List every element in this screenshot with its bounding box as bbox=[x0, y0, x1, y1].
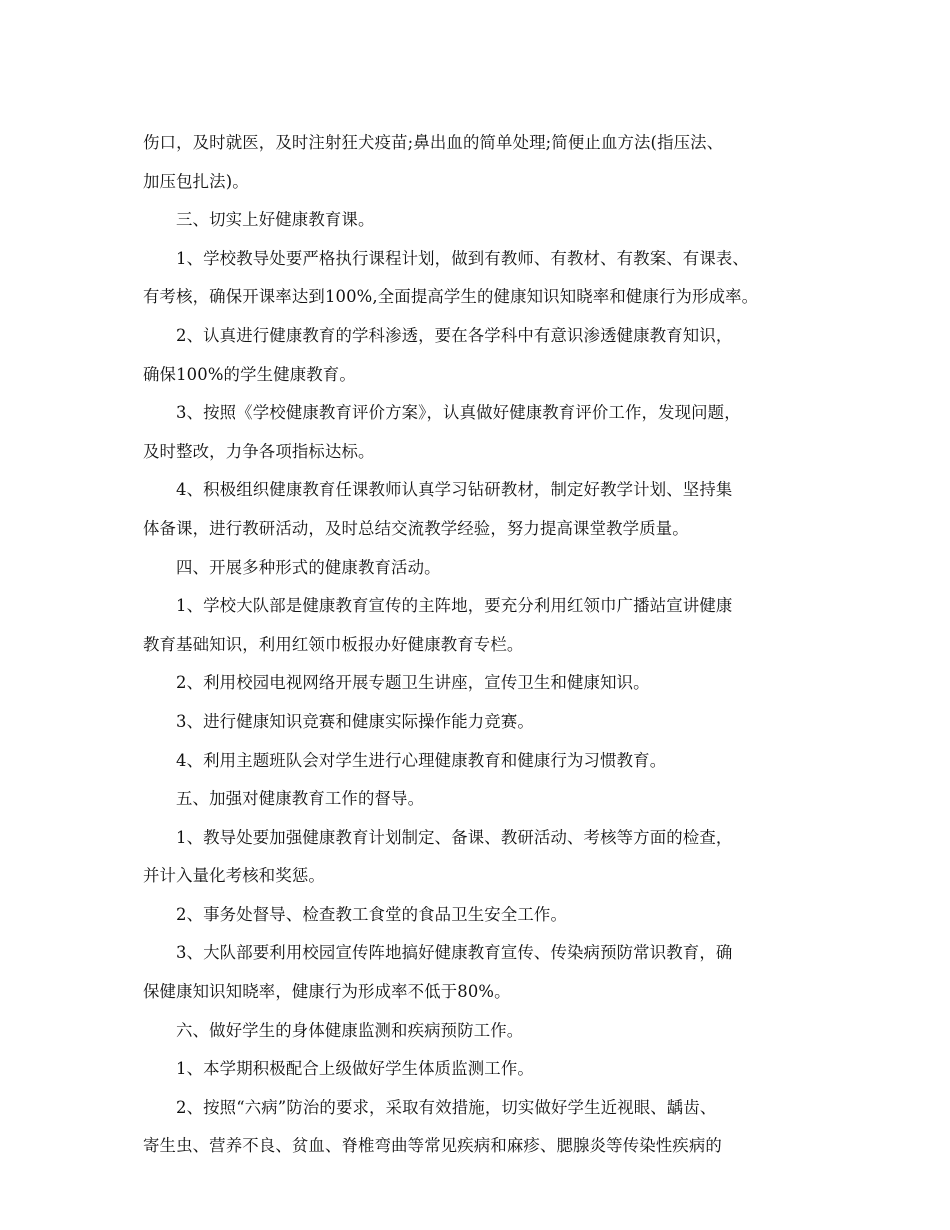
document-line: 六、做好学生的身体健康监测和疾病预防工作。 bbox=[176, 1020, 524, 1040]
document-line: 体备课，进行教研活动，及时总结交流教学经验，努力提高课堂教学质量。 bbox=[143, 518, 689, 538]
document-line: 1、本学期积极配合上级做好学生体质监测工作。 bbox=[176, 1059, 534, 1079]
document-line: 2、认真进行健康教育的学科渗透，要在各学科中有意识渗透健康教育知识， bbox=[176, 325, 733, 345]
document-line: 1、学校大队部是健康教育宣传的主阵地，要充分利用红领巾广播站宣讲健康 bbox=[176, 596, 733, 616]
document-line: 保健康知识知晓率，健康行为形成率不低于80%。 bbox=[143, 982, 511, 1002]
document-line: 2、事务处督导、检查教工食堂的食品卫生安全工作。 bbox=[176, 904, 568, 924]
document-line: 1、教导处要加强健康教育计划制定、备课、教研活动、考核等方面的检查， bbox=[176, 827, 733, 847]
document-line: 3、进行健康知识竞赛和健康实际操作能力竞赛。 bbox=[176, 711, 534, 731]
document-line: 2、利用校园电视网络开展专题卫生讲座，宣传卫生和健康知识。 bbox=[176, 673, 650, 693]
document-line: 1、学校教导处要严格执行课程计划，做到有教师、有教材、有教案、有课表、 bbox=[176, 248, 749, 268]
document-line: 及时整改，力争各项指标达标。 bbox=[143, 441, 375, 461]
document-line: 3、大队部要利用校园宣传阵地搞好健康教育宣传、传染病预防常识教育，确 bbox=[176, 943, 733, 963]
document-line: 4、利用主题班队会对学生进行心理健康教育和健康行为习惯教育。 bbox=[176, 750, 667, 770]
document-line: 2、按照“六病”防治的要求，采取有效措施，切实做好学生近视眼、龋齿、 bbox=[176, 1097, 717, 1117]
document-line: 有考核，确保开课率达到100%,全面提高学生的健康知识知晓率和健康行为形成率。 bbox=[143, 287, 759, 307]
document-line: 五、加强对健康教育工作的督导。 bbox=[176, 789, 425, 809]
document-line: 加压包扎法)。 bbox=[143, 171, 249, 191]
document-line: 伤口，及时就医，及时注射狂犬疫苗;鼻出血的简单处理;简便止血方法(指压法、 bbox=[143, 133, 724, 152]
document-line: 寄生虫、营养不良、贫血、脊椎弯曲等常见疾病和麻疹、腮腺炎等传染性疾病的 bbox=[143, 1136, 722, 1156]
document-body bbox=[143, 124, 813, 1166]
document-line: 3、按照《学校健康教育评价方案》，认真做好健康教育评价工作，发现问题， bbox=[176, 403, 741, 423]
document-line: 确保100%的学生健康教育。 bbox=[143, 364, 356, 384]
document-line: 并计入量化考核和奖惩。 bbox=[143, 866, 325, 886]
document-line: 教育基础知识，利用红领巾板报办好健康教育专栏。 bbox=[143, 634, 524, 654]
document-line: 4、积极组织健康教育任课教师认真学习钻研教材，制定好教学计划、坚持集 bbox=[176, 480, 733, 500]
document-line: 三、切实上好健康教育课。 bbox=[176, 210, 375, 230]
document-line: 四、开展多种形式的健康教育活动。 bbox=[176, 557, 441, 577]
